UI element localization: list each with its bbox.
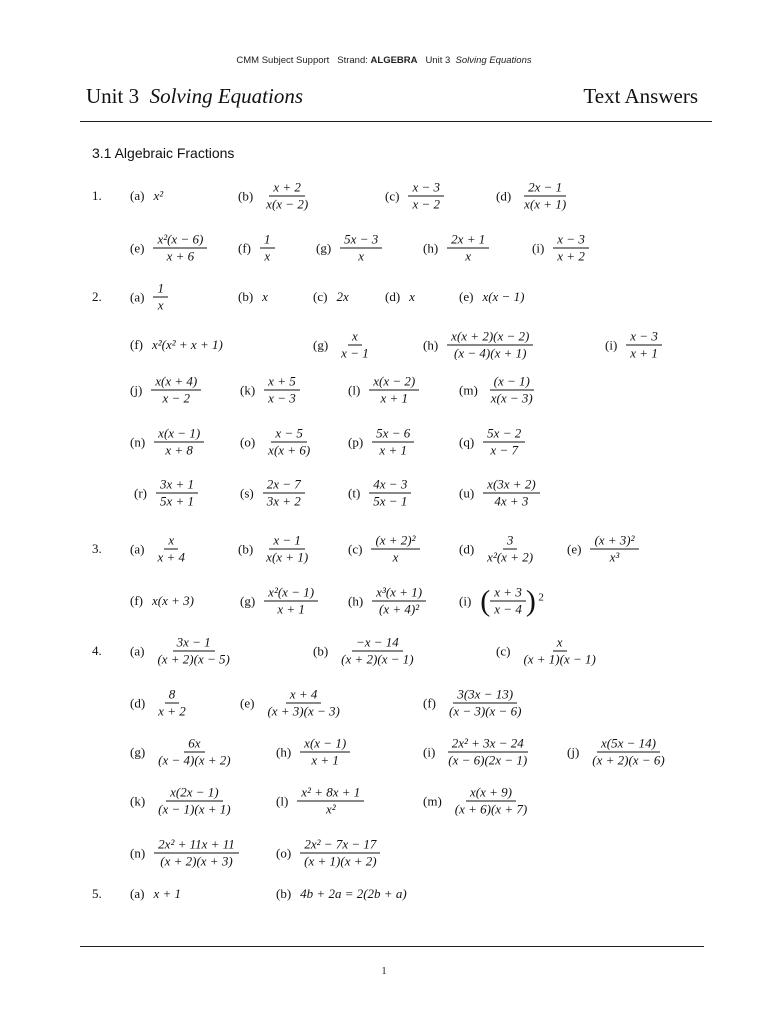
answer-label: (j) [130, 382, 143, 397]
fraction-numerator: 5x − 3 [340, 232, 382, 249]
fraction-denominator: (x + 2)(x + 3) [160, 853, 233, 869]
fraction-numerator: x − 1 [269, 533, 305, 550]
answer-fraction [264, 585, 318, 618]
answer-label: (u) [459, 485, 475, 500]
answer-fraction [262, 533, 312, 566]
answer-label: (a) [130, 643, 145, 658]
fraction-denominator: x + 8 [165, 442, 193, 458]
answer-item [130, 837, 239, 870]
fraction-numerator: 2x + 1 [447, 232, 489, 249]
fraction-numerator: x(x + 4) [151, 374, 201, 391]
fraction-denominator: x [157, 297, 164, 313]
answer-expression: 2x [336, 289, 349, 304]
fraction-denominator: (x − 1)(x + 1) [158, 801, 231, 817]
fraction-numerator: 3x − 1 [173, 635, 215, 652]
fraction-denominator: x³ [609, 549, 620, 565]
answer-item [496, 635, 600, 668]
answer-label: (j) [567, 744, 580, 759]
answer-expression: x [262, 289, 268, 304]
answer-label: (o) [240, 434, 256, 449]
answer-item [130, 426, 204, 459]
fraction-numerator: 2x² − 7x − 17 [300, 837, 380, 854]
fraction-numerator: x − 3 [553, 232, 589, 249]
answer-label: (b) [238, 188, 254, 203]
answer-item [423, 785, 531, 818]
answer-label: (n) [130, 845, 146, 860]
answer-expression: x + 1 [153, 886, 181, 901]
fraction-numerator: x + 2 [269, 180, 305, 197]
answer-label: (h) [348, 593, 364, 608]
open-paren: ( [480, 584, 491, 617]
answer-item [238, 289, 268, 305]
answer-item [276, 785, 364, 818]
fraction-numerator: x(5x − 14) [597, 736, 660, 753]
fraction-denominator: x − 1 [341, 345, 369, 361]
fraction-denominator: x − 3 [268, 390, 296, 406]
fraction-denominator: 5x + 1 [160, 493, 195, 509]
fraction-numerator: x(x + 2)(x − 2) [447, 329, 533, 346]
answer-item [532, 232, 589, 265]
fraction-denominator: 3x + 2 [266, 493, 301, 509]
answer-label: (h) [423, 337, 439, 352]
fraction-numerator: x³(x + 1) [372, 585, 426, 602]
fraction-numerator: x(x + 9) [466, 785, 516, 802]
answer-item [130, 533, 189, 566]
answer-label: (b) [238, 541, 254, 556]
answer-label: (f) [423, 695, 436, 710]
answer-fraction [264, 426, 314, 459]
fraction-numerator: 1 [153, 281, 168, 298]
answer-label: (f) [130, 337, 143, 352]
fraction-denominator: x + 1 [277, 601, 305, 617]
answer-item [130, 232, 207, 265]
answer-item [240, 585, 318, 618]
fraction-numerator: (x − 1) [490, 374, 534, 391]
answer-label: (c) [496, 643, 511, 658]
answer-item [130, 188, 163, 204]
answer-item [238, 533, 312, 566]
fraction-denominator: (x + 3)(x − 3) [267, 703, 340, 719]
answer-fraction [483, 426, 525, 459]
fraction-denominator: x + 1 [379, 442, 407, 458]
header-strand: ALGEBRA [370, 55, 418, 66]
fraction-denominator: (x + 2)(x − 6) [592, 752, 665, 768]
answer-item [348, 477, 411, 510]
fraction-numerator: x(3x + 2) [483, 477, 539, 494]
answer-fraction [590, 533, 638, 566]
answer-label: (d) [385, 289, 401, 304]
fraction-denominator: (x + 2)(x − 5) [157, 651, 230, 667]
header-strand-label: Strand: [337, 55, 368, 66]
answer-label: (m) [423, 793, 442, 808]
answer-item [130, 736, 235, 769]
answer-item [313, 289, 349, 305]
answer-label: (f) [130, 593, 143, 608]
fraction-numerator: 2x² + 11x + 11 [154, 837, 239, 854]
answer-fraction [445, 687, 525, 720]
answer-item [385, 289, 415, 305]
header-unit: Unit 3 [425, 55, 451, 66]
answer-item [130, 785, 235, 818]
fraction-denominator: x [465, 248, 472, 264]
fraction-denominator: x(x − 3) [490, 390, 533, 406]
answer-item [348, 585, 426, 618]
question-number: 5. [92, 886, 102, 901]
answer-label: (k) [240, 382, 256, 397]
fraction-denominator: x + 4 [157, 549, 185, 565]
fraction-denominator: x + 1 [380, 390, 409, 406]
question-number: 2. [92, 289, 102, 304]
answer-fraction [447, 329, 533, 362]
answer-item [316, 232, 382, 265]
answer-item [459, 477, 540, 510]
answer-fraction [154, 785, 234, 818]
answer-fraction [154, 687, 190, 720]
answer-label: (s) [240, 485, 254, 500]
answer-fraction [337, 329, 373, 362]
footer-divider [80, 946, 704, 947]
fraction-numerator: x [348, 329, 362, 346]
answer-fraction [153, 232, 207, 265]
answer-label: (d) [130, 695, 146, 710]
answer-fraction [519, 635, 599, 668]
fraction-numerator: x [553, 635, 567, 652]
answer-label: (f) [238, 240, 251, 255]
fraction-numerator: x(x − 1) [300, 736, 350, 753]
fraction-numerator: 5x − 6 [372, 426, 414, 443]
fraction-numerator: x [164, 533, 178, 550]
fraction-denominator: x(x + 1) [524, 196, 567, 212]
answer-item [313, 635, 418, 668]
answer-label: (h) [276, 744, 292, 759]
fraction-numerator: 1 [260, 232, 275, 249]
answer-label: (p) [348, 434, 364, 449]
answer-label: (l) [276, 793, 289, 808]
answer-item [130, 374, 201, 407]
answer-item [130, 687, 190, 720]
fraction-denominator: (x + 2)(x − 1) [341, 651, 414, 667]
answer-fraction [483, 477, 539, 510]
answer-item [238, 232, 275, 265]
fraction-numerator: x − 3 [408, 180, 444, 197]
answer-fraction [444, 736, 531, 769]
fraction-denominator: x − 2 [412, 196, 440, 212]
fraction-numerator: 3 [503, 533, 518, 550]
answer-fraction [297, 785, 364, 818]
fraction-numerator: x²(x − 1) [264, 585, 318, 602]
fraction-numerator: x + 3 [490, 585, 526, 602]
fraction-denominator: (x − 4)(x + 1) [454, 345, 527, 361]
answer-label: (a) [130, 541, 145, 556]
fraction-denominator: x − 4 [494, 601, 522, 617]
question-number: 4. [92, 643, 102, 658]
answer-item [567, 736, 669, 769]
answer-label: (a) [130, 886, 145, 901]
answer-fraction [372, 585, 426, 618]
answer-label: (b) [276, 886, 292, 901]
fraction-denominator: x²(x + 2) [487, 549, 534, 565]
answer-item [130, 635, 234, 668]
fraction-numerator: 3x + 1 [156, 477, 198, 494]
answer-fraction [154, 736, 234, 769]
answer-item [605, 329, 662, 362]
answer-item [423, 687, 525, 720]
answer-item [459, 374, 537, 407]
fraction-denominator: (x − 6)(2x − 1) [448, 752, 528, 768]
answer-fraction [260, 232, 275, 265]
fraction-numerator: x − 3 [626, 329, 662, 346]
header-subject: CMM Subject Support [236, 55, 330, 66]
answer-fraction [262, 180, 312, 213]
answer-label: (d) [496, 188, 512, 203]
fraction-numerator: 8 [165, 687, 180, 704]
answer-label: (m) [459, 382, 478, 397]
answer-item [313, 329, 373, 362]
answer-item [348, 374, 419, 407]
answer-label: (d) [459, 541, 475, 556]
answer-item [130, 886, 181, 902]
answer-fraction [487, 374, 537, 407]
answer-label: (b) [313, 643, 329, 658]
fraction-denominator: x [264, 248, 271, 264]
fraction-numerator: x²(x − 6) [153, 232, 207, 249]
fraction-numerator: −x − 14 [352, 635, 403, 652]
answer-label: (a) [130, 289, 145, 304]
answer-label: (g) [240, 593, 256, 608]
fraction-denominator: (x + 1)(x − 1) [523, 651, 596, 667]
fraction-denominator: x + 6 [166, 248, 195, 264]
answer-expression: x(x − 1) [482, 289, 525, 304]
answer-label: (e) [130, 240, 145, 255]
answer-item [459, 584, 544, 618]
answer-label: (r) [134, 485, 147, 500]
answer-fraction [553, 232, 589, 265]
answer-label: (k) [130, 793, 146, 808]
answer-fraction [490, 585, 526, 618]
answer-item [240, 426, 314, 459]
fraction-denominator: x(x + 1) [266, 549, 309, 565]
answer-fraction [626, 329, 662, 362]
answer-item [423, 232, 489, 265]
answer-fraction [156, 477, 198, 510]
answer-expression: x(x + 3) [152, 593, 194, 608]
answer-label: (c) [313, 289, 328, 304]
answer-label: (n) [130, 434, 146, 449]
answer-fraction [154, 426, 204, 459]
answer-label: (b) [238, 289, 254, 304]
answer-label: (c) [348, 541, 363, 556]
fraction-denominator: 4x + 3 [494, 493, 529, 509]
answer-item [240, 374, 300, 407]
answer-item [459, 289, 524, 305]
answer-fraction [371, 533, 419, 566]
answer-label: (e) [240, 695, 255, 710]
answer-expression: 4b + 2a = 2(2b + a) [300, 886, 407, 901]
fraction-denominator: x(x − 2) [266, 196, 309, 212]
answer-fraction [372, 426, 414, 459]
answer-label: (c) [385, 188, 400, 203]
answer-fraction [153, 635, 233, 668]
question-number: 1. [92, 188, 102, 203]
fraction-denominator: x + 1 [311, 752, 339, 768]
answer-label: (h) [423, 240, 439, 255]
answer-label: (q) [459, 434, 475, 449]
answer-fraction [340, 232, 382, 265]
close-paren-squared: ) 2 [525, 584, 544, 617]
answer-item [130, 337, 223, 353]
answer-fraction [451, 785, 531, 818]
answer-label: (t) [348, 485, 361, 500]
answer-item [240, 477, 305, 510]
fraction-denominator: (x + 4)² [379, 601, 420, 617]
answer-label: (l) [348, 382, 361, 397]
answer-fraction [153, 533, 189, 566]
section-heading: 3.1 Algebraic Fractions [92, 145, 235, 161]
answer-expression: x² [153, 188, 164, 203]
header-unit-topic: Solving Equations [455, 55, 532, 66]
fraction-denominator: (x − 4)(x + 2) [158, 752, 231, 768]
answer-fraction [263, 477, 305, 510]
fraction-numerator: 2x − 1 [524, 180, 566, 197]
fraction-numerator: x + 4 [286, 687, 322, 704]
fraction-numerator: 3(3x − 13) [453, 687, 517, 704]
answer-label: (e) [567, 541, 582, 556]
fraction-denominator: (x + 1)(x + 2) [304, 853, 377, 869]
question-number: 3. [92, 541, 102, 556]
fraction-denominator: x² [325, 801, 336, 817]
fraction-denominator: x [392, 549, 399, 565]
fraction-numerator: 6x [184, 736, 204, 753]
answer-item [130, 593, 194, 609]
fraction-numerator: x² + 8x + 1 [297, 785, 364, 802]
running-header [0, 55, 768, 66]
answer-label: (i) [459, 593, 472, 608]
answer-item [276, 886, 407, 902]
answer-item [238, 180, 312, 213]
answer-item [496, 180, 570, 213]
answer-label: (g) [313, 337, 329, 352]
answer-label: (i) [532, 240, 545, 255]
fraction-denominator: (x + 6)(x + 7) [454, 801, 528, 817]
answer-fraction [151, 374, 201, 407]
fraction-denominator: x(x + 6) [268, 442, 311, 458]
answer-fraction [300, 837, 380, 870]
title-topic: Solving Equations [149, 84, 304, 108]
page-number: 1 [381, 966, 387, 977]
answer-fraction [264, 374, 300, 407]
fraction-numerator: x(x − 1) [154, 426, 204, 443]
answer-item [459, 533, 537, 566]
answer-item [134, 477, 198, 510]
fraction-numerator: 5x − 2 [483, 426, 525, 443]
answer-fraction [447, 232, 489, 265]
answer-item [130, 281, 168, 314]
answer-item [385, 180, 444, 213]
fraction-numerator: x(x − 2) [369, 374, 419, 391]
answer-expression: x²(x² + x + 1) [152, 337, 223, 352]
answer-label: (e) [459, 289, 474, 304]
fraction-numerator: x − 5 [271, 426, 307, 443]
answer-item [567, 533, 639, 566]
answer-item [240, 687, 344, 720]
answer-fraction [337, 635, 417, 668]
fraction-numerator: 4x − 3 [369, 477, 411, 494]
answer-item [348, 533, 420, 566]
fraction-denominator: x − 7 [490, 442, 518, 458]
answer-fraction [483, 533, 537, 566]
page-title [86, 84, 303, 109]
answer-fraction [588, 736, 668, 769]
answer-item [276, 736, 350, 769]
answer-item [423, 736, 531, 769]
answer-item [459, 426, 525, 459]
fraction-numerator: (x + 2)² [371, 533, 419, 550]
answer-label: (g) [316, 240, 332, 255]
fraction-numerator: x(2x − 1) [166, 785, 222, 802]
answer-label: (g) [130, 744, 146, 759]
answer-fraction [153, 281, 168, 314]
fraction-denominator: x + 1 [630, 345, 658, 361]
title-text-answers: Text Answers [583, 84, 698, 108]
fraction-denominator: x + 2 [557, 248, 585, 264]
fraction-denominator: x [358, 248, 365, 264]
answer-label: (a) [130, 188, 145, 203]
fraction-denominator: x − 2 [162, 390, 191, 406]
answer-label: (i) [423, 744, 436, 759]
answer-item [276, 837, 381, 870]
answer-label: (o) [276, 845, 292, 860]
answer-fraction [300, 736, 350, 769]
answer-fraction [520, 180, 570, 213]
answer-fraction [154, 837, 239, 870]
answer-fraction [408, 180, 444, 213]
answer-label: (i) [605, 337, 618, 352]
answer-fraction [369, 477, 411, 510]
title-divider [80, 121, 712, 122]
fraction-denominator: (x − 3)(x − 6) [449, 703, 522, 719]
fraction-numerator: 2x − 7 [263, 477, 305, 494]
answer-expression: x [409, 289, 415, 304]
fraction-numerator: 2x² + 3x − 24 [448, 736, 528, 753]
fraction-denominator: 5x − 1 [373, 493, 408, 509]
title-unit: Unit 3 [86, 84, 140, 108]
fraction-denominator: x + 2 [158, 703, 186, 719]
answer-item [423, 329, 533, 362]
fraction-numerator: x + 5 [264, 374, 300, 391]
answer-item [348, 426, 414, 459]
answer-fraction [369, 374, 419, 407]
fraction-numerator: (x + 3)² [590, 533, 638, 550]
answer-fraction [263, 687, 343, 720]
